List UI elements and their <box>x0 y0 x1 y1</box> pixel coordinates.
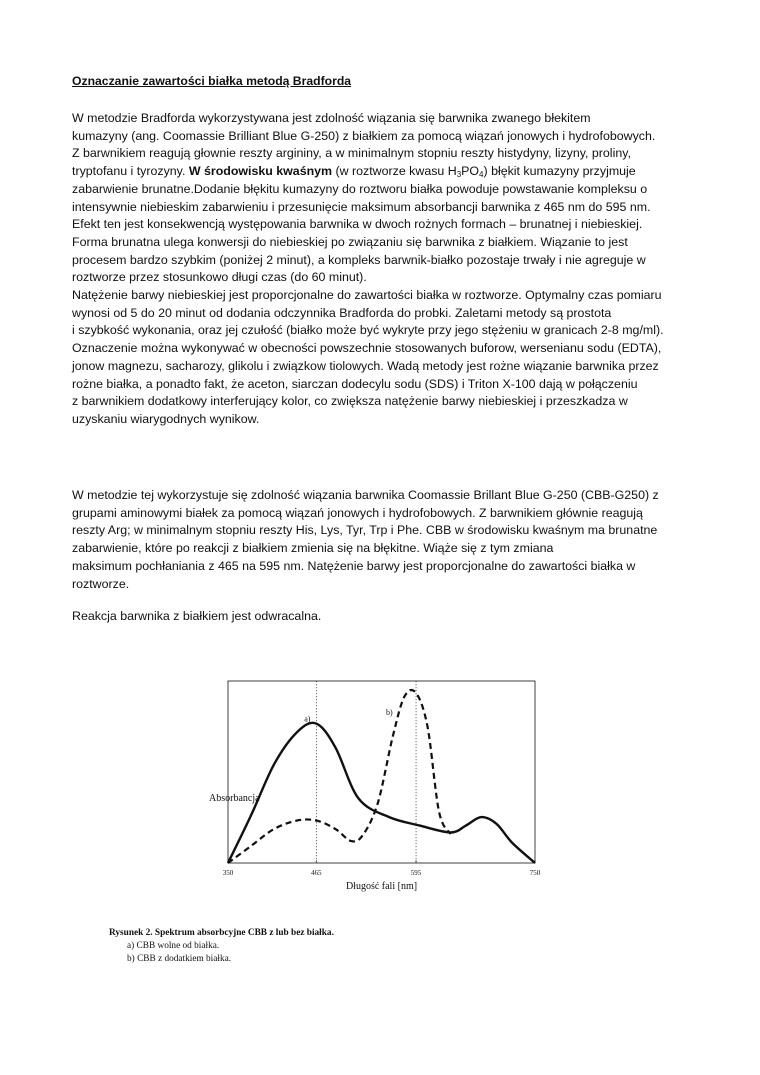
caption-item-b: b) CBB z dodatkiem białka. <box>127 954 232 964</box>
figure-caption <box>109 927 334 966</box>
text-line: zabarwienie, które po reakcji z białkiem zmienia się na błękitne. Wiąże się z tym zmiana <box>72 541 554 556</box>
plot-frame <box>228 681 535 863</box>
text-run: PO <box>461 164 480 179</box>
document-title: Oznaczanie zawartości białka metodą Bradforda <box>72 74 352 88</box>
text-line: W metodzie Bradforda wykorzystywana jest zdolność wiązania się barwnika zwanego błekitem <box>72 111 591 125</box>
series-label-b: b) <box>386 708 393 717</box>
text-line: grupami aminowymi białek za pomocą wiązań jonowych i hydrofobowych. Z barwnikiem głównie reagują <box>72 505 643 520</box>
text-line: kumazyny (ang. Coomassie Brilliant Blue G-250) z białkiem za pomocą wiązań jonowych i hydrofobowych. <box>72 128 656 143</box>
x-tick-label-750: 750 <box>529 869 540 877</box>
text-line: roztworze przez stosunkowo długi czas (do 60 minut). <box>72 270 367 285</box>
text-run: tryptofanu i tyrozyny. <box>72 164 189 179</box>
text-line: intensywnie niebieskim zabarwieniu i przesunięcie maksimum absorbancji barwnika z 465 nm do 595 nm. <box>72 199 651 214</box>
bold-text-acid-environment: W środowisku kwaśnym <box>188 164 333 179</box>
text-line: Efekt ten jest konsekwencją występowania barwnika w dwoch rożnych formach – brunatnej i niebieskiej. <box>72 217 643 232</box>
text-line: rożne białka, a ponadto fakt, że aceton, siarczan dodecylu sodu (SDS) i Triton X-100 dają w połączeniu <box>72 376 638 391</box>
text-line: jonow magnezu, sacharozy, glikolu i związkow tiolowych. Wadą metody jest rożne wiązanie barwnika przez <box>72 358 659 373</box>
text-line: Reakcja barwnika z białkiem jest odwracalna. <box>72 609 322 623</box>
text-line: i szybkość wykonania, oraz jej czułość (białko może być wykryte przy jego stężeniu w granicach 2-8 mg/ml). <box>72 323 664 338</box>
text-run: ) błękit kumazyny przyjmuje <box>483 164 636 179</box>
series-label-a: a) <box>304 714 311 724</box>
caption-title: Rysunek 2. Spektrum absorbcyjne CBB z lub bez białka. <box>109 928 334 938</box>
text-line: zabarwienie brunatne.Dodanie błękitu kumazyny do roztworu białka powoduje powstawanie kompleksu o <box>72 181 648 196</box>
text-line: maksimum pochłaniania z 465 na 595 nm. Natężenie barwy jest proporcjonalne do zawartości białka w <box>72 558 636 573</box>
caption-item-a: a) CBB wolne od białka. <box>127 941 220 951</box>
x-axis-label: Długość fali [nm] <box>345 881 418 892</box>
x-tick-label-350: 350 <box>222 869 234 877</box>
x-tick-label-595: 595 <box>410 869 422 877</box>
text-run: (w roztworze kwasu H <box>332 164 457 179</box>
x-tick-label-465: 465 <box>311 869 322 877</box>
text-line: Oznaczenie można wykonywać w obecności powszechnie stosowanych buforow, wersenianu sodu (EDTA), <box>72 341 662 356</box>
text-line: z barwnikiem dodatkowy interferujący kolor, co zwiększa natężenie barwy niebieskiej i przeszkadza w <box>72 394 628 409</box>
text-line: procesem bardzo szybkim (poniżej 2 minut), a kompleks barwnik-białko pozostaje trwały i nie agreguje w <box>72 252 646 267</box>
series-b-line <box>228 690 451 863</box>
y-axis-label: Absorbancja <box>209 793 260 804</box>
text-line: reszty Arg; w minimalnym stopniu reszty His, Lys, Tyr, Trp i Phe. CBB w środowisku kwaśnym ma brunatne <box>72 523 658 538</box>
text-line: uzyskaniu wiarygodnych wynikow. <box>72 411 260 426</box>
subscript-4: 4 <box>479 170 484 180</box>
subscript-3: 3 <box>456 170 462 180</box>
text-line: Forma brunatna ulega konwersji do niebieskiej po związaniu się barwnika z białkiem. Wiązanie to jest <box>72 234 628 249</box>
text-line: Natężenie barwy niebieskiej jest proporcjonalne do zawartości białka w roztworze. Optymalny czas pomiaru <box>72 288 662 303</box>
text-line: W metodzie tej wykorzystuje się zdolność wiązania barwnika Coomassie Brillant Blue G-250 (CBB-G250) z <box>72 488 659 502</box>
text-line: wynosi od 5 do 20 minut od dodania odczynnika Bradforda do probki. Zaletami metody są prostota <box>72 305 612 320</box>
absorption-spectrum-chart <box>195 675 540 900</box>
text-line: roztworze. <box>72 576 130 591</box>
paragraph-cbb-binding <box>72 487 712 593</box>
paragraph-bradford-method <box>72 110 712 429</box>
text-line: Z barwnikiem reagują głownie reszty argininy, a w minimalnym stopniu reszty histydyny, lizyny, proliny, <box>72 146 631 161</box>
text-line-acid-environment <box>72 163 712 181</box>
paragraph-reversible-reaction <box>72 608 712 626</box>
